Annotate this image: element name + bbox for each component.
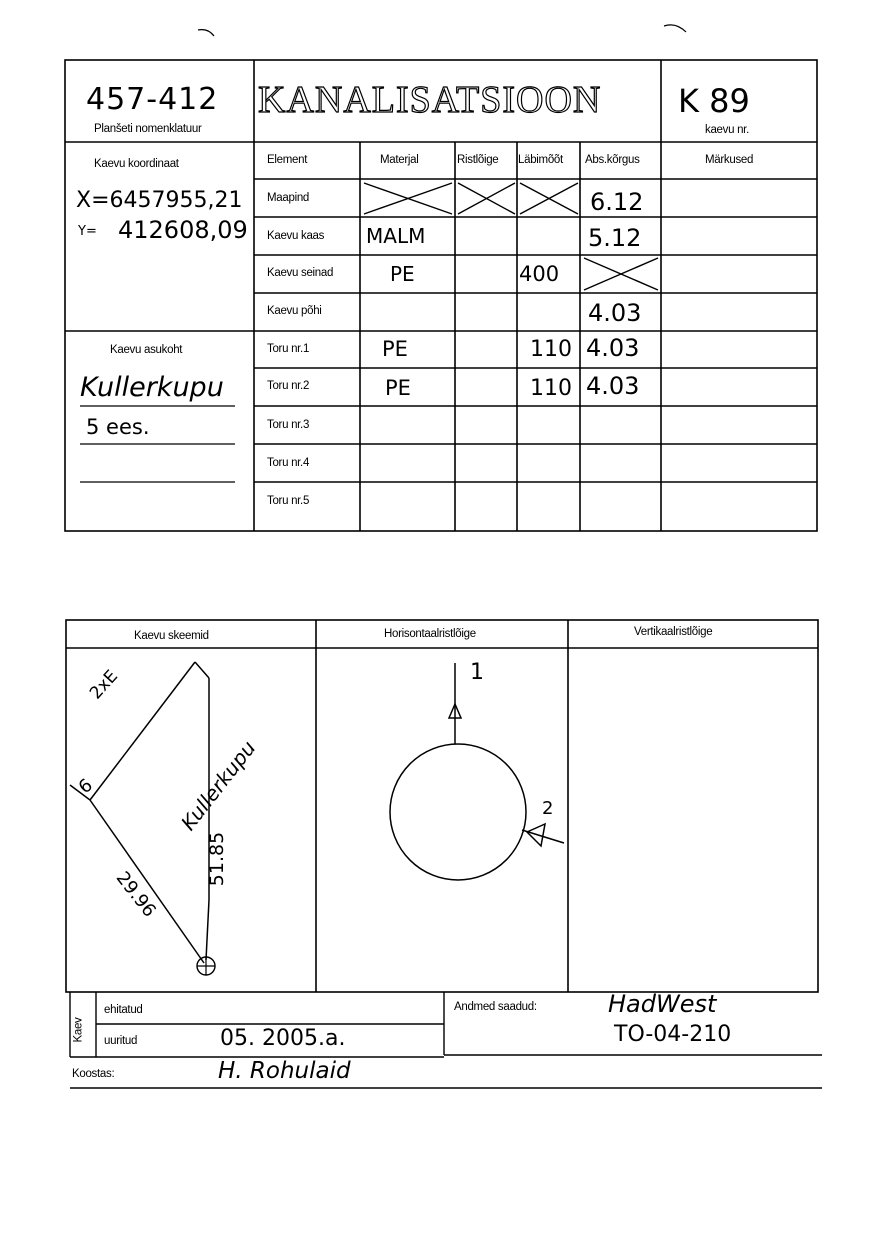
row-diameter: 400 xyxy=(519,262,560,286)
horizontal-label-pipe-2: 2 xyxy=(542,798,554,819)
header-material: Materjal xyxy=(380,154,419,166)
row-element: Toru nr.3 xyxy=(267,419,310,431)
row-diameter: 110 xyxy=(530,376,572,401)
row-material: PE xyxy=(385,376,411,400)
built-label: ehitatud xyxy=(104,1004,143,1016)
data-source-label: Andmed saadud: xyxy=(454,1001,537,1013)
header-abs-height: Abs.kõrgus xyxy=(585,154,640,166)
row-element: Kaevu seinad xyxy=(267,267,334,279)
location-line-1: Kullerkupu xyxy=(80,372,224,403)
row-height: 5.12 xyxy=(588,224,642,252)
form-title: KANALISATSIOON xyxy=(258,79,602,121)
scheme-label-distance-a: 6 xyxy=(74,774,97,799)
coordinate-x: X=6457955,21 xyxy=(76,188,243,213)
header-cross-section: Ristlõige xyxy=(457,154,499,166)
row-material: MALM xyxy=(366,224,426,248)
row-element: Kaevu kaas xyxy=(267,230,325,242)
coordinate-y: 412608,09 xyxy=(118,216,248,244)
row-diameter: 110 xyxy=(530,337,572,362)
row-element: Toru nr.4 xyxy=(267,457,310,469)
scheme-label-street: Kullerkupu xyxy=(176,736,261,835)
scheme-label-distance-b: 51.85 xyxy=(206,831,229,887)
row-height: 4.03 xyxy=(586,334,640,362)
sketch-col-vertical-label: Vertikaalristlõige xyxy=(634,626,713,638)
nomenclature-label: Planšeti nomenklatuur xyxy=(94,123,202,135)
row-material: PE xyxy=(390,262,415,286)
footer-side-label: Kaev xyxy=(72,1017,85,1043)
sketch-col-scheme-label: Kaevu skeemid xyxy=(134,630,209,642)
row-element: Kaevu põhi xyxy=(267,305,322,317)
row-element: Toru nr.5 xyxy=(267,495,310,507)
composed-label: Koostas: xyxy=(72,1068,115,1080)
sketch-col-horizontal-label: Horisontaalristlõige xyxy=(384,628,476,640)
header-element: Element xyxy=(267,154,308,166)
header-notes: Märkused xyxy=(705,154,754,166)
scheme-label-pipe-top: 2xE xyxy=(86,666,123,704)
row-element: Toru nr.2 xyxy=(267,380,310,392)
row-element: Maapind xyxy=(267,192,310,204)
location-line-2: 5 ees. xyxy=(86,415,150,439)
scheme-label-distance-c: 29.96 xyxy=(111,867,160,922)
row-height: 4.03 xyxy=(586,372,640,400)
measured-label: uuritud xyxy=(104,1035,138,1047)
coordinate-y-prefix: Y= xyxy=(78,224,97,239)
row-material: PE xyxy=(382,337,408,361)
horizontal-label-pipe-1: 1 xyxy=(470,660,484,685)
row-element: Toru nr.1 xyxy=(267,343,310,355)
header-diameter: Läbimõõt xyxy=(518,154,563,166)
row-height: 4.03 xyxy=(588,299,642,327)
data-source-line-2: TO-04-210 xyxy=(614,1022,732,1047)
coordinates-label: Kaevu koordinaat xyxy=(94,158,179,170)
well-number-value: K 89 xyxy=(678,82,750,120)
data-source-line-1: HadWest xyxy=(608,990,717,1018)
measured-value: 05. 2005.a. xyxy=(220,1026,346,1051)
nomenclature-value: 457-412 xyxy=(86,82,219,117)
location-label: Kaevu asukoht xyxy=(110,344,183,356)
sketch-table-frame xyxy=(66,620,818,992)
well-number-label: kaevu nr. xyxy=(705,124,749,136)
row-height: 6.12 xyxy=(590,188,644,216)
horizontal-section-sketch xyxy=(390,663,564,880)
composed-value: H. Rohulaid xyxy=(218,1058,351,1084)
